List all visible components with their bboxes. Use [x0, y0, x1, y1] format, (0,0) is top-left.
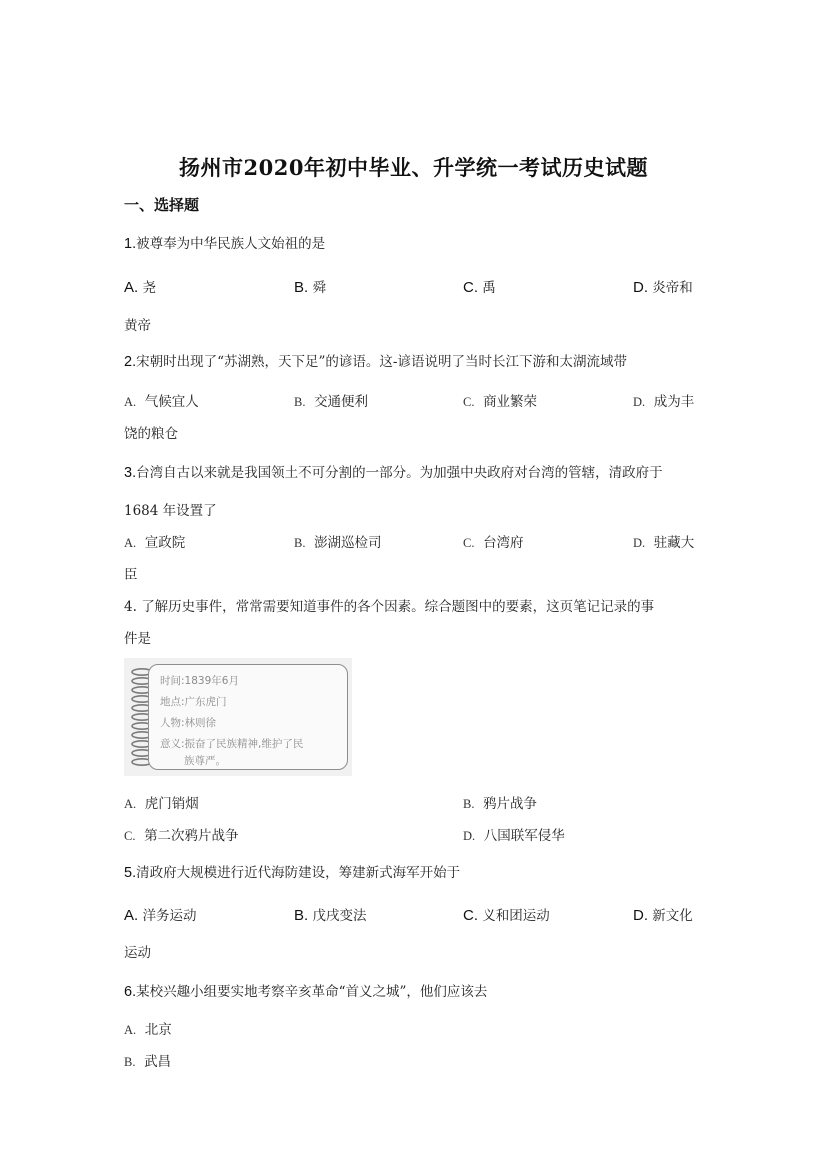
q4-option-d[interactable]: D. 八国联军侵华 — [463, 828, 565, 844]
q2-option-d-wrap: 饶的粮仓 — [124, 426, 178, 442]
question-1-stem — [124, 232, 325, 252]
question-3-stem-line2: 1684 年设置了 — [124, 503, 217, 519]
question-text: 清政府大规模进行近代海防建设，筹建新式海军开始于 — [136, 865, 461, 881]
question-3-stem — [124, 461, 663, 481]
q3-option-d[interactable]: D. 驻藏大 — [633, 535, 695, 551]
note-person: 人物:林则徐 — [160, 717, 217, 729]
question-number: 2. — [124, 354, 137, 370]
question-number: 4. — [124, 599, 137, 615]
question-number: 6. — [124, 984, 137, 1000]
q2-option-b[interactable]: B. 交通便利 — [294, 394, 369, 410]
question-number: 1. — [124, 236, 137, 252]
q1-option-d-wrap: 黄帝 — [124, 318, 151, 334]
page-title: 扬州市2020年初中毕业、升学统一考试历史试题 — [179, 155, 648, 180]
question-text: 宋朝时出现了“苏湖熟，天下足”的谚语。这-谚语说明了当时长江下游和太湖流域带 — [136, 354, 627, 370]
q3-option-a[interactable]: A. 宣政院 — [124, 535, 186, 551]
q5-option-d-wrap: 运动 — [124, 945, 151, 961]
q3-option-d-wrap: 臣 — [124, 567, 138, 583]
note-significance: 意义:振奋了民族精神,维护了民 — [160, 738, 304, 750]
question-number: 5. — [124, 865, 137, 881]
question-number: 3. — [124, 465, 137, 481]
q5-option-b[interactable]: B. 戊戌变法 — [294, 907, 367, 924]
q1-option-a[interactable]: A. 尧 — [124, 279, 156, 296]
q5-option-c[interactable]: C. 义和团运动 — [463, 907, 550, 924]
q3-option-c[interactable]: C. 台湾府 — [463, 535, 524, 551]
note-significance-wrap: 族尊严。 — [184, 755, 226, 767]
q4-option-c[interactable]: C. 第二次鸦片战争 — [124, 828, 239, 844]
q6-option-b[interactable]: B. 武昌 — [124, 1054, 172, 1070]
note-place: 地点:广东虎门 — [160, 696, 227, 708]
q1-option-d[interactable]: D. 炎帝和 — [633, 279, 693, 296]
question-5-stem — [124, 861, 460, 881]
question-4-stem-line2: 件是 — [124, 631, 151, 647]
q6-option-a[interactable]: A. 北京 — [124, 1022, 172, 1038]
notebook-image — [124, 658, 352, 776]
q5-option-a[interactable]: A. 洋务运动 — [124, 907, 197, 924]
q3-option-b[interactable]: B. 澎湖巡检司 — [294, 535, 382, 551]
q4-option-b[interactable]: B. 鸦片战争 — [463, 796, 538, 812]
q4-option-a[interactable]: A. 虎门销烟 — [124, 796, 199, 812]
q2-option-c[interactable]: C. 商业繁荣 — [463, 394, 538, 410]
q1-option-b[interactable]: B. 舜 — [294, 279, 326, 296]
q2-option-a[interactable]: A. 气候宜人 — [124, 394, 199, 410]
question-text: 某校兴趣小组要实地考察辛亥革命“首义之城”，他们应该去 — [136, 984, 488, 1000]
question-text: 了解历史事件，常常需要知道事件的各个因素。综合题图中的要素，这页笔记记录的事 — [141, 599, 655, 615]
question-4-stem — [124, 595, 654, 615]
note-time: 时间:1839年6月 — [160, 675, 239, 687]
question-text: 台湾自古以来就是我国领土不可分割的一部分。为加强中央政府对台湾的管辖，清政府于 — [136, 465, 663, 481]
q5-option-d[interactable]: D. 新文化 — [633, 907, 693, 924]
question-text: 被尊奉为中华民族人文始祖的是 — [136, 236, 326, 252]
q2-option-d[interactable]: D. 成为丰 — [633, 394, 695, 410]
section-heading: 一、选择题 — [124, 196, 200, 214]
question-6-stem — [124, 980, 487, 1000]
question-2-stem — [124, 350, 627, 370]
q1-option-c[interactable]: C. 禹 — [463, 279, 496, 296]
